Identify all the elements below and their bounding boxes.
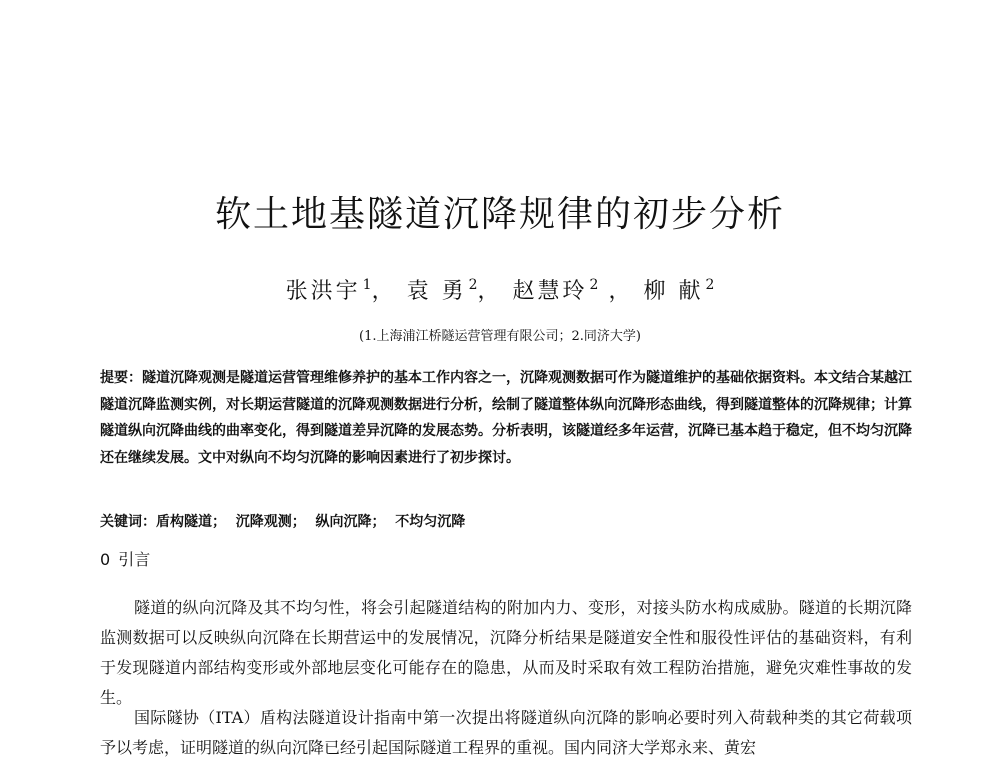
keywords-text: 盾构隧道； 沉降观测； 纵向沉降； 不均匀沉降 — [156, 514, 466, 530]
abstract-text: 隧道沉降观测是隧道运营管理维修养护的基本工作内容之一，沉降观测数据可作为隧道维护的基础依据资料。本文结合某越江隧道沉降监测实例，对长期运营隧道的沉降观测数据进行分析，绘制了隧道整体纵向沉降形态曲线，得到隧道整体的沉降规律；计算隧道纵向沉降曲线的曲率变化，得到隧道差异沉降的发展态势。分析表明，该隧道经多年运营，沉降已基本趋于稳定，但不均匀沉降还在继续发展。文中对纵向不均匀沉降的影响因素进行了初步探讨。 — [100, 370, 912, 466]
body-paragraph: 隧道的纵向沉降及其不均匀性，将会引起隧道结构的附加内力、变形，对接头防水构成威胁。隧道的长期沉降监测数据可以反映纵向沉降在长期营运中的发展情况，沉降分析结果是隧道安全性和服役性评估的基础资料，有利于发现隧道内部结构变形或外部地层变化可能存在的隐患，从而及时采取有效工程防治措施，避免灾难性事故的发生。 — [100, 598, 912, 707]
abstract-block — [100, 365, 912, 471]
section-number: 0 — [100, 550, 111, 569]
author-name: 袁 勇 — [406, 279, 467, 304]
author-affiliation-mark: 1 — [362, 277, 372, 293]
author-separator: ， — [371, 279, 397, 304]
author-separator: ， — [477, 279, 503, 304]
author-name: 张洪宇 — [285, 279, 361, 304]
author-affiliation-mark: 2 — [468, 277, 478, 293]
author-affiliation-mark: 2 — [705, 277, 715, 293]
section-heading — [100, 547, 150, 573]
affiliation-line: (1.上海浦江桥隧运营管理有限公司；2.同济大学) — [359, 329, 641, 344]
paper-title: 软土地基隧道沉降规律的初步分析 — [214, 194, 785, 235]
keywords-label: 关键词： — [100, 514, 156, 530]
author-name: 赵慧玲 — [512, 279, 588, 304]
author-list — [0, 268, 1000, 309]
keywords-block — [100, 510, 912, 534]
section-title: 引言 — [118, 550, 151, 569]
abstract-label: 提要： — [100, 370, 142, 386]
author-separator: ， — [598, 279, 634, 304]
author-name: 柳 献 — [643, 279, 704, 304]
body-paragraph: 国际隧协（ITA）盾构法隧道设计指南中第一次提出将隧道纵向沉降的影响必要时列入荷载种类的其它荷载项予以考虑，证明隧道的纵向沉降已经引起国际隧道工程界的重视。国内同济大学郑永来、黄宏 — [100, 708, 912, 757]
author-affiliation-mark: 2 — [589, 277, 599, 293]
